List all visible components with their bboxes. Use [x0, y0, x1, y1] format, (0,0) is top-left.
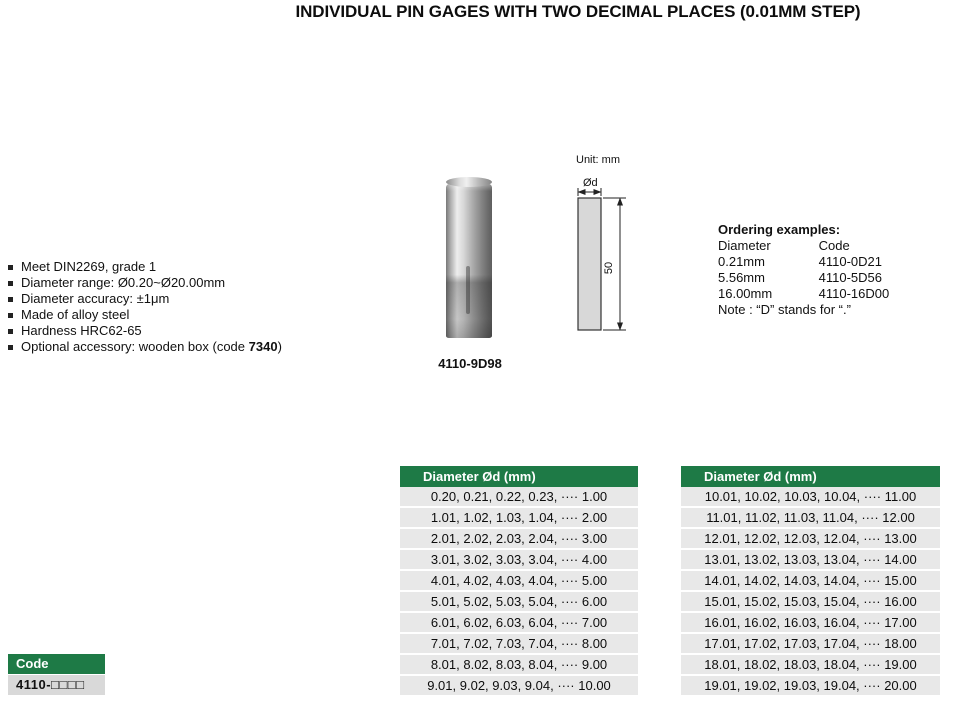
table-row: 15.01, 15.02, 15.03, 15.04, ···· 16.00	[681, 592, 940, 613]
table-row: 3.01, 3.02, 3.03, 3.04, ···· 4.00	[400, 550, 638, 571]
table-row: 5.01, 5.02, 5.03, 5.04, ···· 6.00	[400, 592, 638, 613]
dimension-drawing	[560, 150, 650, 345]
feature-text: Diameter range: Ø0.20~Ø20.00mm	[21, 275, 226, 290]
ordering-header-row	[718, 238, 953, 254]
table-row: 17.01, 17.02, 17.03, 17.04, ···· 18.00	[681, 634, 940, 655]
table-row: 19.01, 19.02, 19.03, 19.04, ···· 20.00	[681, 676, 940, 697]
table-row: 1.01, 1.02, 1.03, 1.04, ···· 2.00	[400, 508, 638, 529]
diameter-table-2	[681, 466, 940, 697]
feature-text: Made of alloy steel	[21, 307, 130, 322]
ordering-row	[718, 286, 953, 302]
feature-item	[8, 323, 282, 339]
table-row: 9.01, 9.02, 9.03, 9.04, ···· 10.00	[400, 676, 638, 697]
diameter-table-1	[400, 466, 638, 697]
ordering-code: 4110-5D56	[818, 270, 882, 285]
ordering-diameter: 5.56mm	[718, 270, 765, 285]
feature-list	[8, 259, 282, 355]
feature-item	[8, 275, 282, 291]
ordering-title: Ordering examples:	[718, 222, 841, 237]
table-row: 16.01, 16.02, 16.03, 16.04, ···· 17.00	[681, 613, 940, 634]
feature-item	[8, 259, 282, 275]
product-code-label: 4110-9D98	[438, 356, 502, 371]
feature-item-accessory	[8, 339, 282, 355]
bullet-square-icon	[8, 297, 13, 302]
table-row: 7.01, 7.02, 7.03, 7.04, ···· 8.00	[400, 634, 638, 655]
ordering-col-diameter: Diameter	[718, 238, 771, 253]
feature-item	[8, 291, 282, 307]
pin-gage-image	[446, 180, 492, 338]
table-row: 4.01, 4.02, 4.03, 4.04, ···· 5.00	[400, 571, 638, 592]
feature-text: Meet DIN2269, grade 1	[21, 259, 157, 274]
table-row: 18.01, 18.02, 18.03, 18.04, ···· 19.00	[681, 655, 940, 676]
ordering-col-code: Code	[818, 238, 850, 253]
bullet-square-icon	[8, 265, 13, 270]
ordering-diameter: 0.21mm	[718, 254, 765, 269]
table-row: 2.01, 2.02, 2.03, 2.04, ···· 3.00	[400, 529, 638, 550]
feature-text: Hardness HRC62-65	[21, 323, 142, 338]
table-row: 0.20, 0.21, 0.22, 0.23, ···· 1.00	[400, 487, 638, 508]
feature-items	[8, 259, 282, 339]
ordering-examples	[718, 222, 953, 318]
pin-top-cap	[446, 177, 492, 187]
table-row: 6.01, 6.02, 6.03, 6.04, ···· 7.00	[400, 613, 638, 634]
unit-label: Unit: mm	[576, 154, 620, 166]
code-box-header: Code	[8, 654, 105, 674]
table-row: 13.01, 13.02, 13.03, 13.04, ···· 14.00	[681, 550, 940, 571]
length-dim-label: 50	[603, 261, 615, 275]
table-row: 8.01, 8.02, 8.03, 8.04, ···· 9.00	[400, 655, 638, 676]
feature-item	[8, 307, 282, 323]
page-title: INDIVIDUAL PIN GAGES WITH TWO DECIMAL PLACES (0.01MM STEP)	[295, 2, 861, 21]
table-body	[681, 487, 940, 697]
bullet-square-icon	[8, 281, 13, 286]
accessory-code: 7340	[248, 339, 278, 354]
code-box-value: 4110-□□□□	[8, 675, 105, 695]
table-row: 12.01, 12.02, 12.03, 12.04, ···· 13.00	[681, 529, 940, 550]
diameter-dim-label: Ød	[583, 177, 598, 189]
bullet-square-icon	[8, 345, 13, 350]
ordering-row	[718, 254, 953, 270]
feature-text: Diameter accuracy: ±1μm	[21, 291, 170, 306]
pin-engraving-mark	[466, 266, 470, 314]
bullet-square-icon	[8, 329, 13, 334]
table-body	[400, 487, 638, 697]
feature-text: Optional accessory: wooden box (code 7340)	[21, 339, 282, 354]
table-header: Diameter Ød (mm)	[400, 466, 638, 487]
bullet-square-icon	[8, 313, 13, 318]
ordering-row	[718, 270, 953, 286]
code-box	[8, 654, 105, 695]
table-row: 10.01, 10.02, 10.03, 10.04, ···· 11.00	[681, 487, 940, 508]
table-row: 11.01, 11.02, 11.03, 11.04, ···· 12.00	[681, 508, 940, 529]
ordering-diameter: 16.00mm	[718, 286, 773, 301]
ordering-code: 4110-16D00	[818, 286, 890, 301]
table-header: Diameter Ød (mm)	[681, 466, 940, 487]
pin-outline	[578, 198, 601, 330]
ordering-code: 4110-0D21	[818, 254, 882, 269]
ordering-rows	[718, 254, 953, 302]
ordering-note: Note : “D” stands for “.”	[718, 302, 851, 317]
table-row: 14.01, 14.02, 14.03, 14.04, ···· 15.00	[681, 571, 940, 592]
